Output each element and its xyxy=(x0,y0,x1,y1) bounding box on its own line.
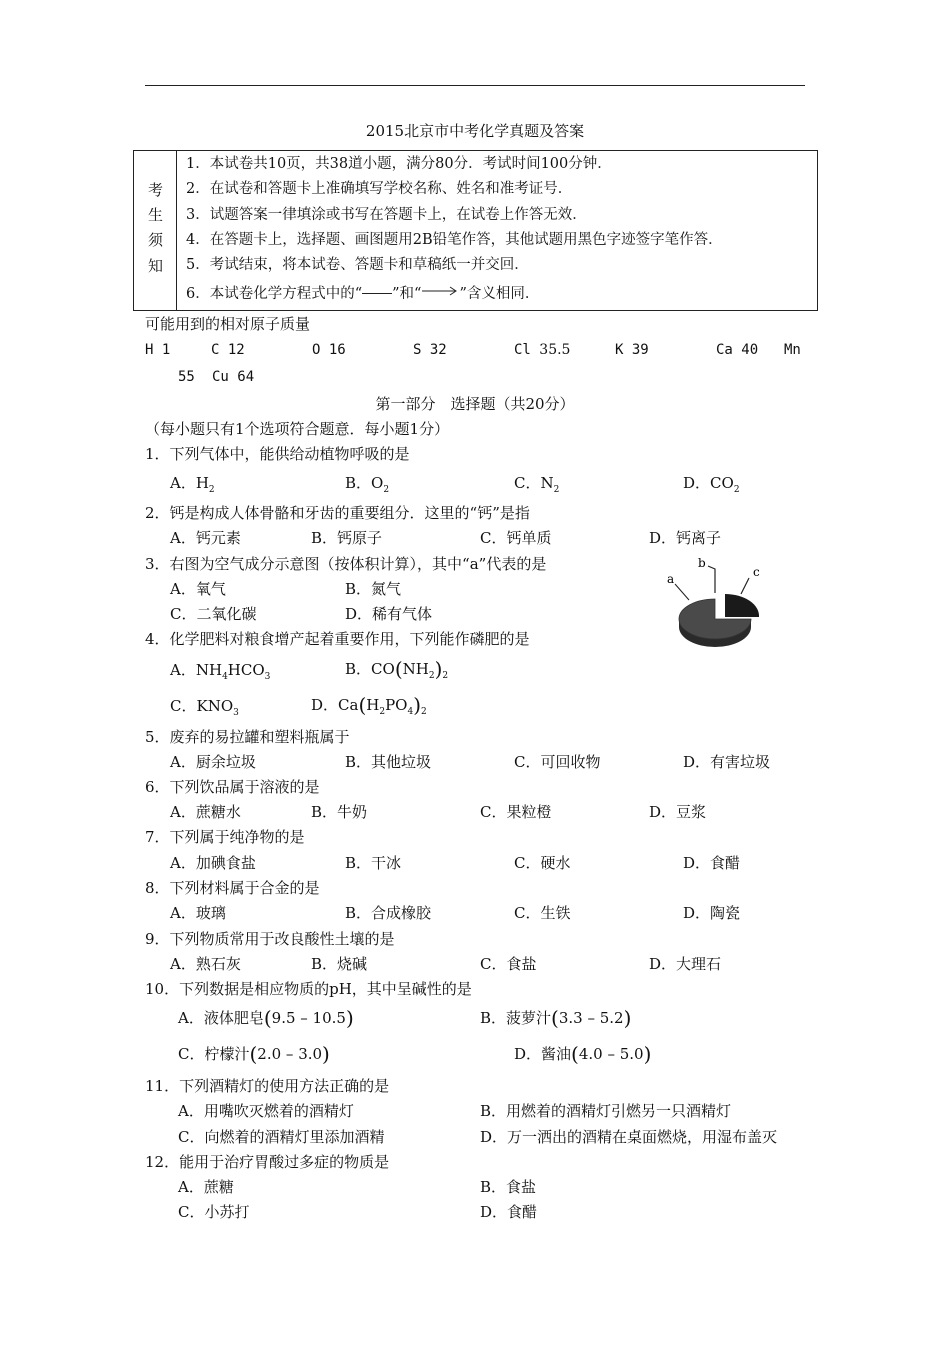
option-a: A．液体肥皂(9.5 – 10.5) xyxy=(178,1006,354,1030)
notice-item-6 xyxy=(186,282,539,303)
option-c: C．$KNO_3$ xyxy=(170,697,239,718)
option-a: A．厨余垃圾 xyxy=(170,753,256,771)
option-a: A．蔗糖水 xyxy=(170,803,241,821)
pie-label-b: b xyxy=(698,556,706,570)
exam-notice-box xyxy=(133,150,818,311)
option-c: C．硬水 xyxy=(514,854,571,872)
option-b: B．烧碱 xyxy=(311,955,368,973)
option-c: C．生铁 xyxy=(514,904,571,922)
atomic-mass-k: K 39 xyxy=(615,342,649,358)
option-d: D．$Ca(H_2PO_4)_2$ xyxy=(311,693,427,717)
question-stem: 6．下列饮品属于溶液的是 xyxy=(145,778,320,796)
atomic-mass-c: C 12 xyxy=(211,342,245,358)
option-b: B．食盐 xyxy=(480,1178,537,1196)
question-stem: 8．下列材料属于合金的是 xyxy=(145,879,320,897)
option-a: A．氧气 xyxy=(170,580,226,598)
option-a: A．蔗糖 xyxy=(178,1178,234,1196)
pie-slice-c xyxy=(725,594,759,617)
option-b: B．$CO(NH_2)_2$ xyxy=(345,657,449,681)
option-d: D．豆浆 xyxy=(649,803,707,821)
page-title: 2015北京市中考化学真题及答案 xyxy=(365,122,585,140)
equals-line-symbol xyxy=(362,293,392,294)
atomic-mass-cu: Cu 64 xyxy=(212,369,255,385)
option-b: B．合成橡胶 xyxy=(345,904,432,922)
question-stem: 3．右图为空气成分示意图（按体积计算），其中“a”代表的是 xyxy=(145,555,547,573)
atomic-mass-cl: Cl 35.5 xyxy=(514,342,571,358)
option-c: C．果粒橙 xyxy=(480,803,552,821)
part1-instruction: （每小题只有1个选项符合题意．每小题1分） xyxy=(145,420,450,438)
question-stem: 7．下列属于纯净物的是 xyxy=(145,828,305,846)
option-b: B．$O_2$ xyxy=(345,474,390,495)
option-c: C．小苏打 xyxy=(178,1203,250,1221)
option-d: D．稀有气体 xyxy=(345,605,433,623)
notice-item6-suffix: ”含义相同． xyxy=(459,286,540,302)
question-stem: 12．能用于治疗胃酸过多症的物质是 xyxy=(145,1153,390,1171)
option-d: D．钙离子 xyxy=(649,529,722,547)
option-a: A．玻璃 xyxy=(170,904,226,922)
option-d: D．酱油(4.0 – 5.0) xyxy=(514,1042,652,1066)
notice-item: 3．试题答案一律填涂或书写在答题卡上，在试卷上作答无效． xyxy=(186,207,587,223)
pie-label-a: a xyxy=(667,572,675,586)
atomic-mass-mn-symbol: Mn xyxy=(784,342,801,358)
option-d: D．$CO_2$ xyxy=(683,474,740,495)
notice-item6-mid: ”和“ xyxy=(392,286,422,302)
notice-heading-char: 知 xyxy=(148,257,164,275)
arrow-symbol xyxy=(421,286,459,296)
question-stem: 2．钙是构成人体骨骼和牙齿的重要组分．这里的“钙”是指 xyxy=(145,504,530,522)
atomic-mass-heading: 可能用到的相对原子质量 xyxy=(145,315,311,333)
header-rule xyxy=(145,85,805,86)
option-d: D．万一洒出的酒精在桌面燃烧，用湿布盖灭 xyxy=(480,1128,778,1146)
part1-heading: 第一部分 选择题（共20分） xyxy=(375,395,575,413)
question-stem: 11．下列酒精灯的使用方法正确的是 xyxy=(145,1077,390,1095)
question-stem: 9．下列物质常用于改良酸性土壤的是 xyxy=(145,930,395,948)
option-b: B．钙原子 xyxy=(311,529,383,547)
option-a: A．熟石灰 xyxy=(170,955,241,973)
option-d: D．有害垃圾 xyxy=(683,753,771,771)
pie-leader-c xyxy=(741,578,749,594)
question-stem: 5．废弃的易拉罐和塑料瓶属于 xyxy=(145,728,350,746)
atomic-mass-h: H 1 xyxy=(145,342,171,358)
option-b: B．氮气 xyxy=(345,580,402,598)
air-composition-pie-figure xyxy=(663,556,773,656)
question-stem: 10．下列数据是相应物质的pH，其中呈碱性的是 xyxy=(145,980,472,998)
option-b: B．牛奶 xyxy=(311,803,368,821)
option-c: C．二氧化碳 xyxy=(170,605,257,623)
notice-item: 1．本试卷共10页，共38道小题，满分80分．考试时间100分钟． xyxy=(186,156,612,172)
option-a: A．$NH_4HCO_3$ xyxy=(170,661,271,682)
option-a: A．$H_2$ xyxy=(170,474,215,495)
option-d: D．大理石 xyxy=(649,955,722,973)
option-c: C．$N_2$ xyxy=(514,474,560,495)
atomic-mass-s: S 32 xyxy=(413,342,447,358)
option-c: C．食盐 xyxy=(480,955,537,973)
option-d: D．食醋 xyxy=(480,1203,538,1221)
option-d: D．食醋 xyxy=(683,854,741,872)
option-b: B．菠萝汁(3.3 – 5.2) xyxy=(480,1006,632,1030)
option-c: C．柠檬汁(2.0 – 3.0) xyxy=(178,1042,330,1066)
notice-heading xyxy=(134,151,177,310)
notice-heading-char: 生 xyxy=(148,206,164,224)
notice-heading-char: 考 xyxy=(148,181,164,199)
notice-item: 2．在试卷和答题卡上准确填写学校名称、姓名和准考证号． xyxy=(186,181,573,197)
pie-label-c: c xyxy=(753,565,760,579)
notice-item: 5．考试结束，将本试卷、答题卡和草稿纸一并交回． xyxy=(186,257,529,273)
option-a: A．钙元素 xyxy=(170,529,241,547)
option-a: A．加碘食盐 xyxy=(170,854,256,872)
pie-leader-b xyxy=(708,566,715,593)
option-a: A．用嘴吹灭燃着的酒精灯 xyxy=(178,1102,354,1120)
question-stem: 1．下列气体中，能供给动植物呼吸的是 xyxy=(145,445,410,463)
atomic-mass-o: O 16 xyxy=(312,342,346,358)
notice-item6-prefix: 6．本试卷化学方程式中的“ xyxy=(186,286,363,302)
atomic-mass-ca: Ca 40 xyxy=(716,342,759,358)
option-c: C．可回收物 xyxy=(514,753,601,771)
option-b: B．用燃着的酒精灯引燃另一只酒精灯 xyxy=(480,1102,732,1120)
pie-leader-a xyxy=(675,584,689,600)
option-c: C．钙单质 xyxy=(480,529,552,547)
option-d: D．陶瓷 xyxy=(683,904,741,922)
question-stem: 4．化学肥料对粮食增产起着重要作用，下列能作磷肥的是 xyxy=(145,630,530,648)
option-b: B．其他垃圾 xyxy=(345,753,432,771)
atomic-mass-mn-value: 55 xyxy=(178,369,195,385)
option-c: C．向燃着的酒精灯里添加酒精 xyxy=(178,1128,385,1146)
notice-heading-char: 须 xyxy=(148,231,164,249)
notice-item: 4．在答题卡上，选择题、画图题用2B铅笔作答，其他试题用黑色字迹签字笔作答． xyxy=(186,232,723,248)
option-b: B．干冰 xyxy=(345,854,402,872)
